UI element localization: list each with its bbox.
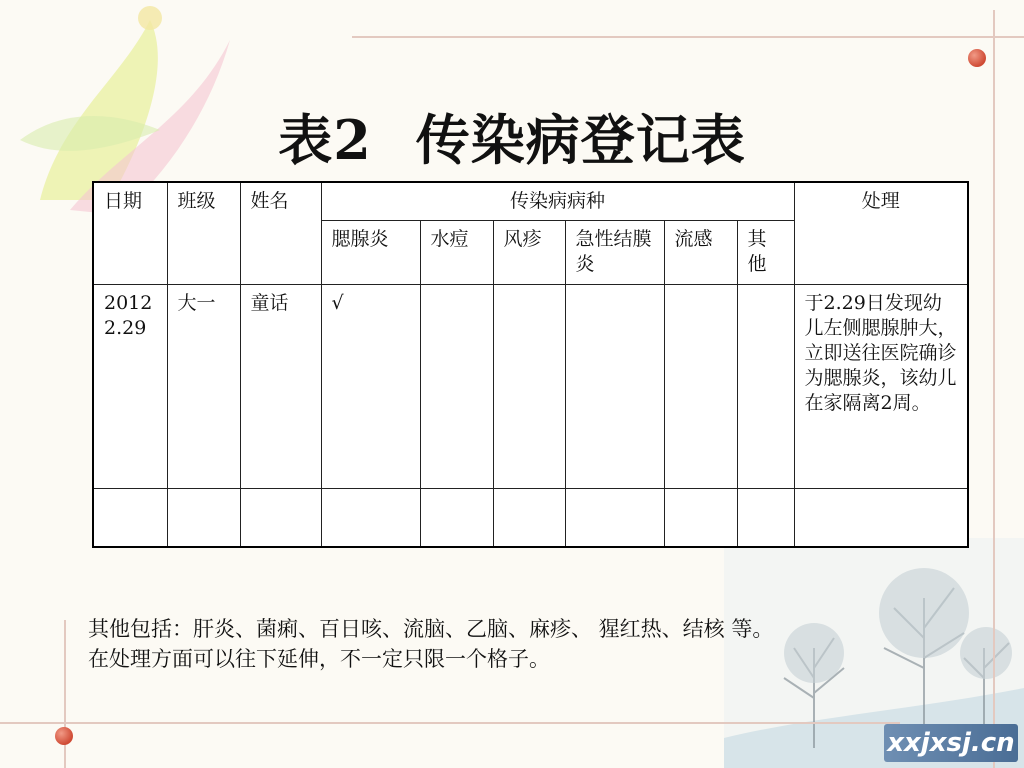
cell-conjunctivitis — [565, 285, 664, 489]
header-class: 班级 — [167, 182, 240, 285]
frame-line-bottom — [0, 722, 900, 724]
empty-cell — [794, 489, 968, 547]
frame-line-left — [64, 620, 66, 768]
red-dot-top — [968, 49, 986, 67]
note-line-2: 在处理方面可以往下延伸，不一定只限一个格子。 — [88, 647, 550, 671]
cell-flu — [664, 285, 737, 489]
header-disease-conjunctivitis: 急性结膜炎 — [565, 221, 664, 285]
empty-cell — [664, 489, 737, 547]
empty-cell — [93, 489, 167, 547]
disease-registration-table — [92, 181, 969, 548]
header-disease-chickenpox: 水痘 — [420, 221, 493, 285]
header-row-1 — [93, 182, 968, 221]
cell-other — [737, 285, 794, 489]
cell-mumps-mark: √ — [321, 285, 420, 489]
site-watermark-logo: xxjxsj.cn — [884, 724, 1018, 762]
table-row — [93, 285, 968, 489]
frame-line-top — [352, 36, 1024, 38]
cell-class: 大一 — [167, 285, 240, 489]
empty-cell — [167, 489, 240, 547]
empty-cell — [737, 489, 794, 547]
cell-handling: 于2.29日发现幼儿左侧腮腺肿大，立即送往医院确诊为腮腺炎，该幼儿在家隔离2周。 — [794, 285, 968, 489]
empty-cell — [565, 489, 664, 547]
cell-name: 童话 — [240, 285, 321, 489]
cell-rubella — [493, 285, 565, 489]
header-date: 日期 — [93, 182, 167, 285]
header-name: 姓名 — [240, 182, 321, 285]
table-row-empty — [93, 489, 968, 547]
header-disease-other: 其他 — [737, 221, 794, 285]
header-handling: 处理 — [794, 182, 968, 285]
cell-date: 2012 2.29 — [93, 285, 167, 489]
red-dot-bottom — [55, 727, 73, 745]
header-disease-flu: 流感 — [664, 221, 737, 285]
header-disease-mumps: 腮腺炎 — [321, 221, 420, 285]
title-number: 表2 — [278, 108, 372, 172]
header-disease-group: 传染病病种 — [321, 182, 794, 221]
empty-cell — [420, 489, 493, 547]
note-line-1: 其他包括：肝炎、菌痢、百日咳、流脑、乙脑、麻疹、 猩红热、结核 等。 — [88, 617, 774, 641]
empty-cell — [321, 489, 420, 547]
empty-cell — [493, 489, 565, 547]
title-text: 传染病登记表 — [415, 108, 746, 172]
empty-cell — [240, 489, 321, 547]
cell-chickenpox — [420, 285, 493, 489]
notes-block — [88, 614, 773, 674]
slide-title — [0, 98, 1024, 175]
header-disease-rubella: 风疹 — [493, 221, 565, 285]
